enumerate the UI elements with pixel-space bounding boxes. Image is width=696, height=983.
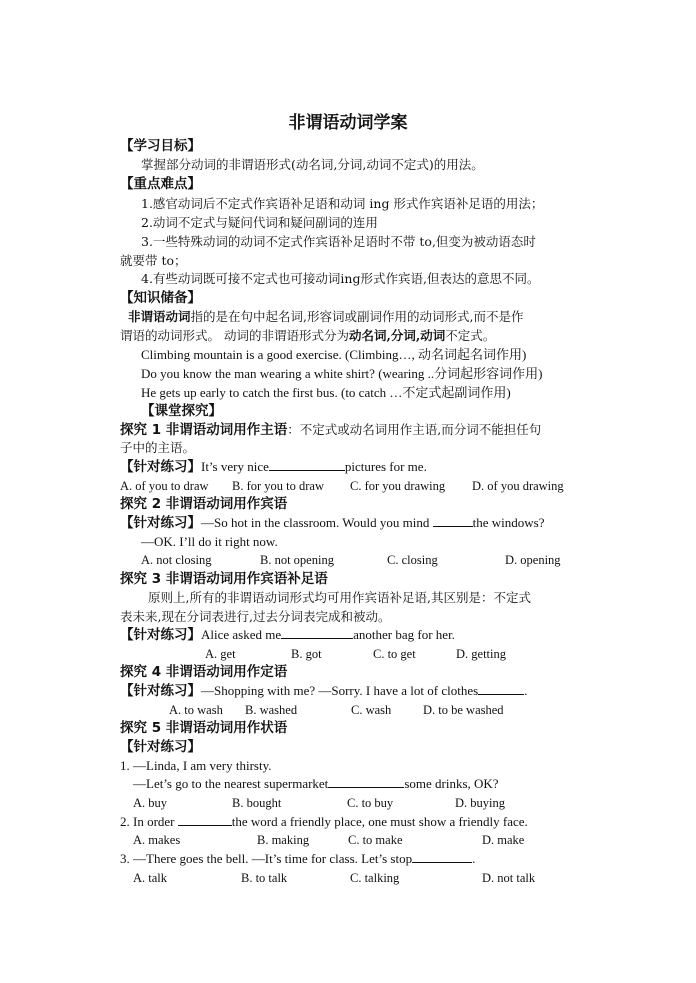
- option-a: A. of you to draw: [120, 479, 209, 493]
- section-1-title: [120, 421, 541, 439]
- question-text: —Shopping with me? —Sorry. I have a lot of clothes: [201, 683, 479, 698]
- example-2: Do you know the man wearing a white shirt? (wearing ..分词起形容词作用): [141, 366, 543, 381]
- section-2-reply: —OK. I’ll do it right now.: [141, 534, 278, 549]
- knowledge-line-1-text: 指的是在句中起名词,形容词或副词作用的动词形式,而不是作: [190, 309, 524, 324]
- option-b: B. for you to draw: [232, 479, 324, 493]
- answer-blank: [281, 626, 353, 639]
- option-b: B. washed: [245, 703, 298, 717]
- option-d: D. not talk: [482, 871, 536, 885]
- practice-label: 【针对练习】: [120, 459, 201, 475]
- question-text-end: another bag for her.: [353, 627, 455, 642]
- answer-blank: [412, 850, 472, 863]
- section-5-title: 探究 5 非谓语动词用作状语: [120, 720, 288, 736]
- section-3-question: [120, 626, 455, 644]
- knowledge-term: 非谓语动词: [128, 309, 191, 324]
- option-c: C. for you drawing: [350, 479, 446, 493]
- option-b: B. bought: [232, 796, 282, 810]
- question-text-end: .: [472, 851, 476, 866]
- section-4-title: 探究 4 非谓语动词用作定语: [120, 664, 288, 680]
- section-3-title: 探究 3 非谓语动词用作宾语补足语: [120, 571, 328, 587]
- goal-text: 掌握部分动词的非谓语形式(动名词,分词,动词不定式)的用法。: [141, 157, 484, 172]
- option-d: D. getting: [456, 647, 506, 661]
- section-4-question: [120, 682, 527, 700]
- question-text: —Let’s go to the nearest supermarket: [133, 776, 329, 791]
- key-point-2: 2.动词不定式与疑问代词和疑问副词的连用: [141, 215, 378, 230]
- question-text: It’s very nice: [201, 459, 269, 474]
- question-text: 3. —There goes the bell. —It’s time for class. Let’s stop: [120, 851, 413, 866]
- answer-blank: [328, 775, 404, 788]
- option-d: D. make: [482, 833, 525, 847]
- section-3-body-1: 原则上,所有的非谓语动词形式均可用作宾语补足语,其区别是：不定式: [148, 590, 531, 605]
- option-d: D. of you drawing: [472, 479, 564, 493]
- key-point-4: 4.有些动词既可接不定式也可接动词ing形式作宾语,但表达的意思不同。: [141, 271, 540, 286]
- section-1-question: [120, 458, 427, 476]
- knowledge-line-2: [120, 327, 495, 345]
- example-3: He gets up early to catch the first bus. (to catch …不定式起副词作用): [141, 385, 511, 400]
- section-2-title: 探究 2 非谓语动词用作宾语: [120, 496, 288, 512]
- answer-blank: [178, 813, 232, 826]
- question-2-line: [120, 813, 528, 831]
- knowledge-line-2-text: 谓语的动词形式。 动词的非谓语形式分为: [120, 328, 349, 343]
- key-point-3: 3.一些特殊动词的动词不定式作宾语补足语时不带 to,但变为被动语态时: [141, 234, 536, 249]
- option-b: B. not opening: [260, 553, 334, 567]
- option-c: C. to get: [373, 647, 416, 661]
- example-1: Climbing mountain is a good exercise. (Climbing…, 动名词起名词作用): [141, 347, 527, 362]
- question-text-end: .: [524, 683, 528, 698]
- option-c: C. to buy: [347, 796, 394, 810]
- option-c: C. talking: [350, 871, 400, 885]
- section-3-body-2: 表未来,现在分词表进行,过去分词表完成和被动。: [120, 609, 391, 624]
- option-b: B. making: [257, 833, 310, 847]
- question-1-line: [133, 775, 499, 793]
- answer-blank: [433, 514, 473, 527]
- practice-label: 【针对练习】: [120, 683, 201, 699]
- goal-heading: 【学习目标】: [120, 138, 201, 154]
- answer-blank: [478, 682, 524, 695]
- practice-label: 【针对练习】: [120, 627, 201, 643]
- section-1-desc: ：不定式或动名词用作主语,而分词不能担任句: [287, 422, 542, 437]
- question-text-end: some drinks, OK?: [404, 776, 499, 791]
- option-d: D. opening: [505, 553, 561, 567]
- question-text-end: the word a friendly place, one must show a friendly face.: [231, 814, 528, 829]
- option-a: A. makes: [133, 833, 181, 847]
- question-text-end: pictures for me.: [344, 459, 427, 474]
- practice-label: 【针对练习】: [120, 739, 201, 755]
- question-3-line: [120, 850, 475, 868]
- option-a: A. buy: [133, 796, 168, 810]
- knowledge-heading: 【知识储备】: [120, 290, 201, 306]
- question-1-prompt: 1. —Linda, I am very thirsty.: [120, 758, 272, 773]
- section-1-desc-cont: 子中的主语。: [120, 440, 196, 455]
- option-d: D. buying: [455, 796, 505, 810]
- option-a: A. to wash: [169, 703, 223, 717]
- option-b: B. to talk: [241, 871, 288, 885]
- key-point-1: 1.感官动词后不定式作宾语补足语和动词 ing 形式作宾语补足语的用法；: [141, 196, 544, 211]
- key-point-3-cont: 就要带 to；: [120, 253, 187, 268]
- class-heading: 【课堂探究】: [141, 403, 222, 419]
- section-2-question: [120, 514, 545, 532]
- option-a: A. talk: [133, 871, 168, 885]
- option-d: D. to be washed: [423, 703, 504, 717]
- option-c: C. wash: [351, 703, 392, 717]
- knowledge-line-1: [128, 308, 523, 326]
- knowledge-line-2-end: 不定式。: [445, 328, 496, 343]
- page-title: 非谓语动词学案: [288, 113, 408, 133]
- option-c: C. closing: [387, 553, 438, 567]
- question-text: —So hot in the classroom. Would you mind: [201, 515, 433, 530]
- section-1-label: 探究 1 非谓语动词用作主语: [120, 422, 288, 438]
- answer-blank: [269, 458, 345, 471]
- question-text: Alice asked me: [201, 627, 282, 642]
- option-b: B. got: [291, 647, 322, 661]
- option-a: A. get: [205, 647, 236, 661]
- key-heading: 【重点难点】: [120, 176, 201, 192]
- practice-label: 【针对练习】: [120, 515, 201, 531]
- option-c: C. to make: [348, 833, 403, 847]
- option-a: A. not closing: [141, 553, 212, 567]
- question-text-end: the windows?: [472, 515, 545, 530]
- question-text: 2. In order: [120, 814, 178, 829]
- knowledge-forms: 动名词,分词,动词: [348, 328, 446, 343]
